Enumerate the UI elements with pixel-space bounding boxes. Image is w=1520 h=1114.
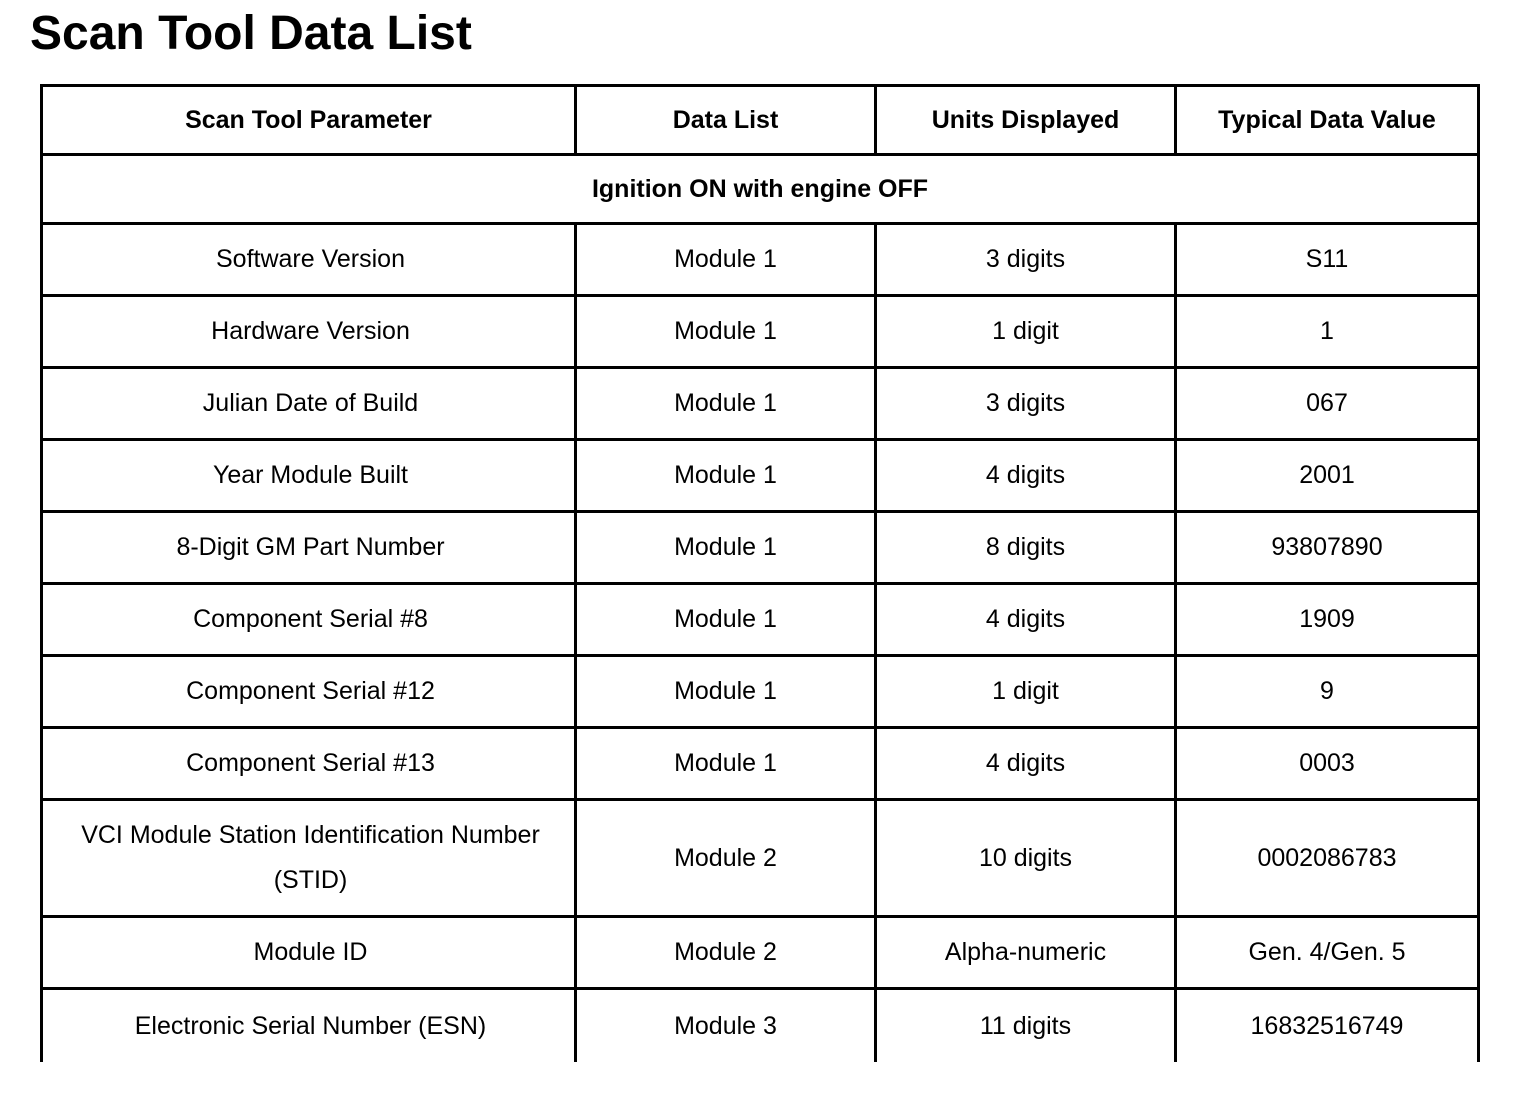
table-header-row [42, 86, 1479, 155]
table-row [42, 512, 1479, 584]
value-cell: 0002086783 [1176, 800, 1479, 917]
parameter-cell: Hardware Version [42, 296, 576, 368]
data-list-cell: Module 3 [576, 989, 876, 1063]
data-list-cell: Module 1 [576, 728, 876, 800]
parameter-cell: Year Module Built [42, 440, 576, 512]
parameter-cell: Component Serial #13 [42, 728, 576, 800]
header-scan-tool-parameter: Scan Tool Parameter [42, 86, 576, 155]
page-title: Scan Tool Data List [30, 7, 472, 60]
parameter-cell: Julian Date of Build [42, 368, 576, 440]
units-cell: Alpha-numeric [876, 917, 1176, 989]
parameter-cell: 8-Digit GM Part Number [42, 512, 576, 584]
data-list-cell: Module 2 [576, 917, 876, 989]
section-row [42, 155, 1479, 224]
parameter-cell: Component Serial #12 [42, 656, 576, 728]
table-row [42, 989, 1479, 1063]
data-list-cell: Module 1 [576, 512, 876, 584]
units-cell: 4 digits [876, 728, 1176, 800]
section-label: Ignition ON with engine OFF [42, 155, 1479, 224]
value-cell: 0003 [1176, 728, 1479, 800]
table-row [42, 368, 1479, 440]
data-list-cell: Module 1 [576, 656, 876, 728]
parameter-cell: Component Serial #8 [42, 584, 576, 656]
table-row [42, 584, 1479, 656]
header-data-list: Data List [576, 86, 876, 155]
value-cell: 9 [1176, 656, 1479, 728]
units-cell: 4 digits [876, 584, 1176, 656]
table-row [42, 656, 1479, 728]
data-list-cell: Module 1 [576, 368, 876, 440]
units-cell: 1 digit [876, 656, 1176, 728]
units-cell: 11 digits [876, 989, 1176, 1063]
value-cell: 1 [1176, 296, 1479, 368]
value-cell: 2001 [1176, 440, 1479, 512]
units-cell: 1 digit [876, 296, 1176, 368]
table-row [42, 800, 1479, 917]
value-cell: 1909 [1176, 584, 1479, 656]
table-row [42, 224, 1479, 296]
parameter-cell: Electronic Serial Number (ESN) [42, 989, 576, 1063]
scan-tool-data-table [40, 84, 1480, 1062]
scan-tool-table-container [40, 84, 1477, 1062]
units-cell: 4 digits [876, 440, 1176, 512]
value-cell: 16832516749 [1176, 989, 1479, 1063]
parameter-cell: Software Version [42, 224, 576, 296]
units-cell: 3 digits [876, 368, 1176, 440]
parameter-cell: VCI Module Station Identification Number (STID) [42, 800, 576, 917]
header-typical-data-value: Typical Data Value [1176, 86, 1479, 155]
parameter-cell: Module ID [42, 917, 576, 989]
data-list-cell: Module 2 [576, 800, 876, 917]
table-row [42, 296, 1479, 368]
data-list-cell: Module 1 [576, 224, 876, 296]
data-list-cell: Module 1 [576, 440, 876, 512]
data-list-cell: Module 1 [576, 584, 876, 656]
table-row [42, 728, 1479, 800]
value-cell: 067 [1176, 368, 1479, 440]
header-units-displayed: Units Displayed [876, 86, 1176, 155]
units-cell: 10 digits [876, 800, 1176, 917]
value-cell: S11 [1176, 224, 1479, 296]
value-cell: Gen. 4/Gen. 5 [1176, 917, 1479, 989]
units-cell: 8 digits [876, 512, 1176, 584]
units-cell: 3 digits [876, 224, 1176, 296]
data-list-cell: Module 1 [576, 296, 876, 368]
table-row [42, 440, 1479, 512]
value-cell: 93807890 [1176, 512, 1479, 584]
table-row [42, 917, 1479, 989]
